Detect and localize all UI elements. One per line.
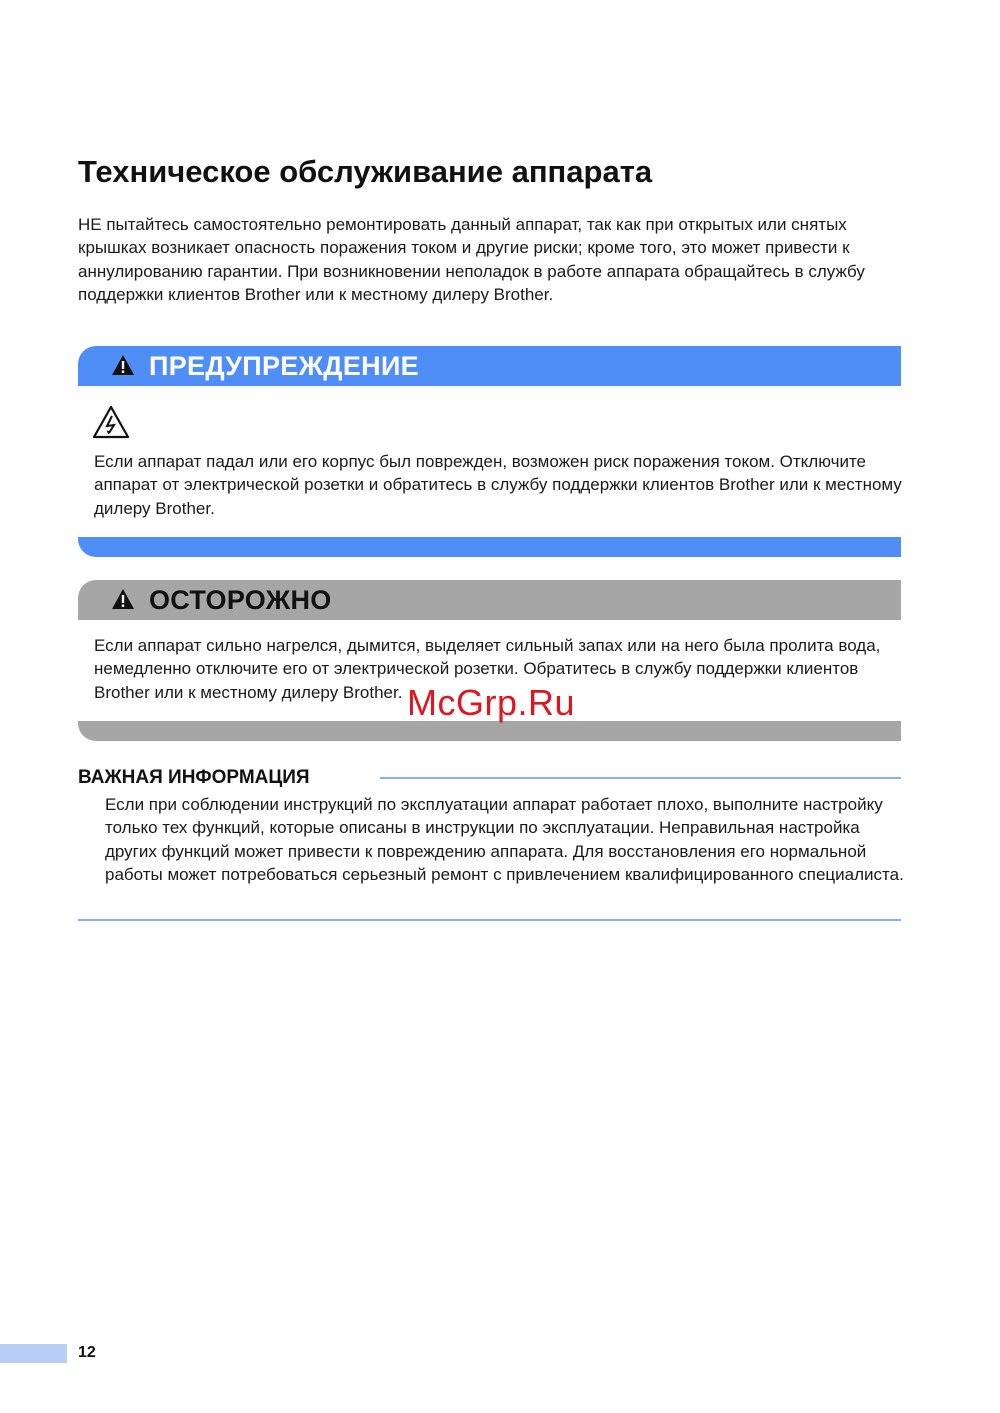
caution-label: ОСТОРОЖНО (149, 584, 332, 615)
warning-header (78, 346, 901, 386)
page-tab (0, 1344, 67, 1363)
important-info-rule (380, 777, 901, 779)
electric-shock-icon (92, 405, 130, 444)
page-title: Техническое обслуживание аппарата (78, 154, 653, 189)
caution-text: Если аппарат сильно нагрелся, дымится, выделяет сильный запах или на него была пролита вода, немедленно отключите его от электрической розетки. Обратитесь в службу поддержки клиентов Brother или к местному дилеру Brother. (94, 636, 881, 702)
important-info-text: Если при соблюдении инструкций по эксплуатации аппарат работает плохо, выполните настройку только тех функций, которые описаны в инструкции по эксплуатации. Неправильная настройка других функций может привести к повреждению аппарата. Для восстановления его нормальной работы может потребоваться серьезный ремонт с привлечением квалифицированного специалиста. (105, 795, 904, 884)
caution-footer-bar (78, 721, 901, 741)
page-number: 12 (78, 1344, 96, 1361)
important-info-title: ВАЖНАЯ ИНФОРМАЦИЯ (78, 767, 310, 788)
intro-paragraph: НЕ пытайтесь самостоятельно ремонтировать данный аппарат, так как при открытых или снятых крышках возникает опасность поражения током и другие риски; кроме того, это может привести к аннулированию гарантии. При возникновении неполадок в работе аппарата обращайтесь в службу поддержки клиентов Brother или к местному дилеру Brother. (78, 215, 865, 304)
warning-triangle-icon (111, 354, 135, 381)
warning-footer-bar (78, 537, 901, 557)
important-info-bottom-rule (78, 919, 901, 921)
watermark: McGrp.Ru (407, 682, 576, 723)
warning-label: ПРЕДУПРЕЖДЕНИЕ (149, 350, 419, 381)
caution-header (78, 580, 901, 620)
warning-text: Если аппарат падал или его корпус был поврежден, возможен риск поражения током. Отключите аппарат от электрической розетки и обратитесь в службу поддержки клиентов Brother или к местному дилеру Brother. (94, 452, 902, 518)
warning-triangle-icon (111, 588, 135, 615)
